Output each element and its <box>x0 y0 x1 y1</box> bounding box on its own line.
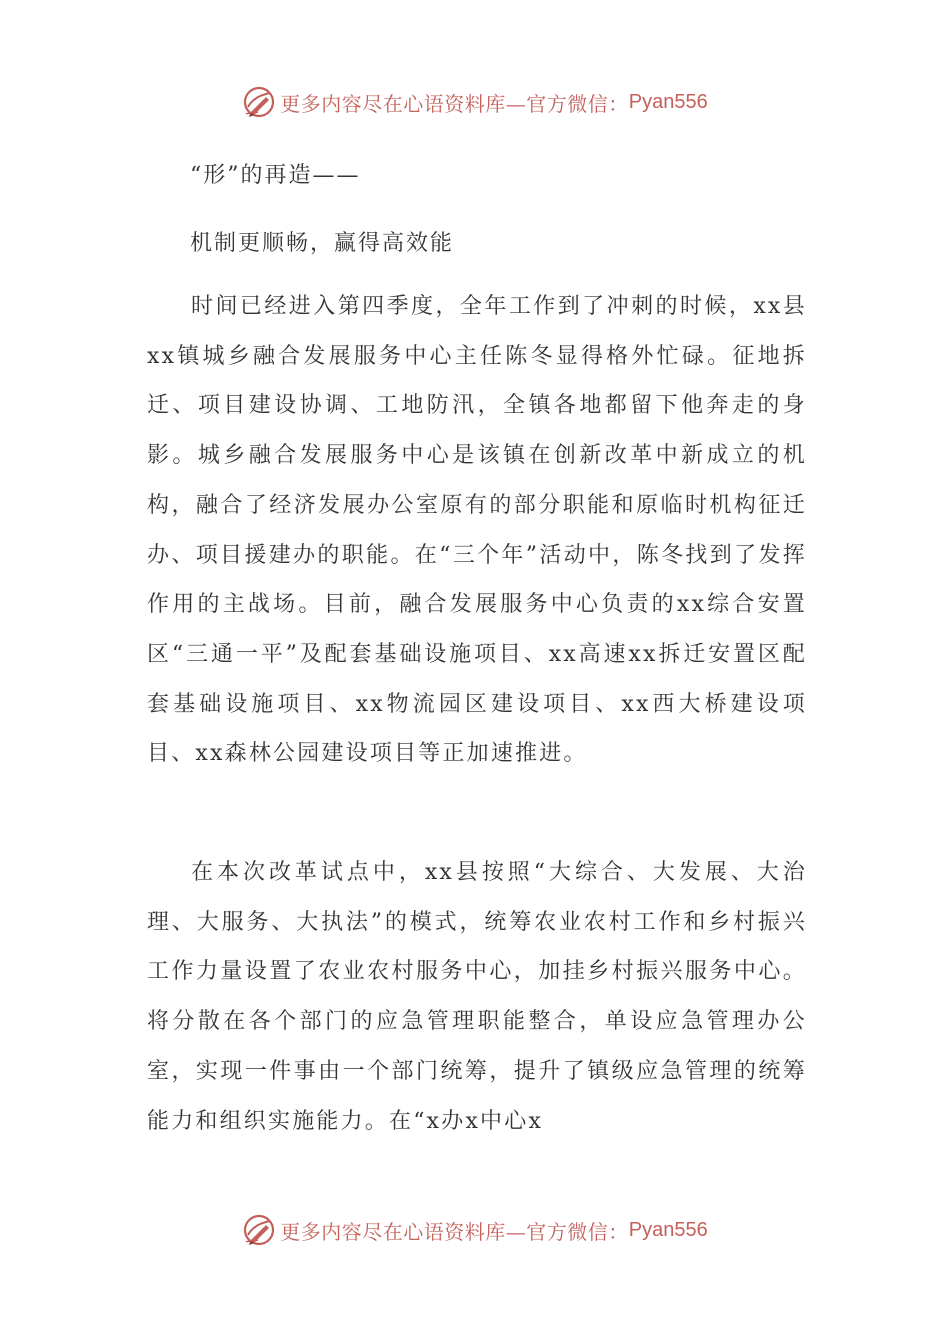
section-heading: “形”的再造—— <box>190 163 361 188</box>
pen-logo-icon <box>242 85 276 119</box>
banner-wechat-id: Pyan556 <box>628 1218 708 1241</box>
banner-text: 更多内容尽在心语资料库—官方微信： <box>280 91 629 116</box>
header-watermark-banner <box>0 80 950 124</box>
banner-wechat-id: Pyan556 <box>628 90 708 113</box>
body-paragraph-1: 时间已经进入第四季度，全年工作到了冲刺的时候，xx县xx镇城乡融合发展服务中心主任陈冬显得格外忙碌。征地拆迁、项目建设协调、工地防汛，全镇各地都留下他奔走的身影。城乡融合发展服务中心是该镇在创新改革中新成立的机构，融合了经济发展办公室原有的部分职能和原临时机构征迁办、项目援建办的职能。在“三个年”活动中，陈冬找到了发挥作用的主战场。目前，融合发展服务中心负责的xx综合安置区“三通一平”及配套基础设施项目、xx高速xx拆迁安置区配套基础设施项目、xx物流园区建设项目、xx西大桥建设项目、xx森林公园建设项目等正加速推进。 <box>147 294 807 767</box>
section-subheading: 机制更顺畅，赢得高效能 <box>190 231 455 256</box>
pen-logo-icon <box>242 1213 276 1247</box>
banner-text: 更多内容尽在心语资料库—官方微信： <box>280 1219 629 1244</box>
body-paragraph-2: 在本次改革试点中，xx县按照“大综合、大发展、大治理、大服务、大执法”的模式，统筹农业农村工作和乡村振兴工作力量设置了农业农村服务中心，加挂乡村振兴服务中心。将分散在各个部门的应急管理职能整合，单设应急管理办公室，实现一件事由一个部门统筹，提升了镇级应急管理的统筹能力和组织实施能力。在“x办x中心x <box>147 860 807 1134</box>
footer-watermark-banner <box>0 1208 950 1252</box>
